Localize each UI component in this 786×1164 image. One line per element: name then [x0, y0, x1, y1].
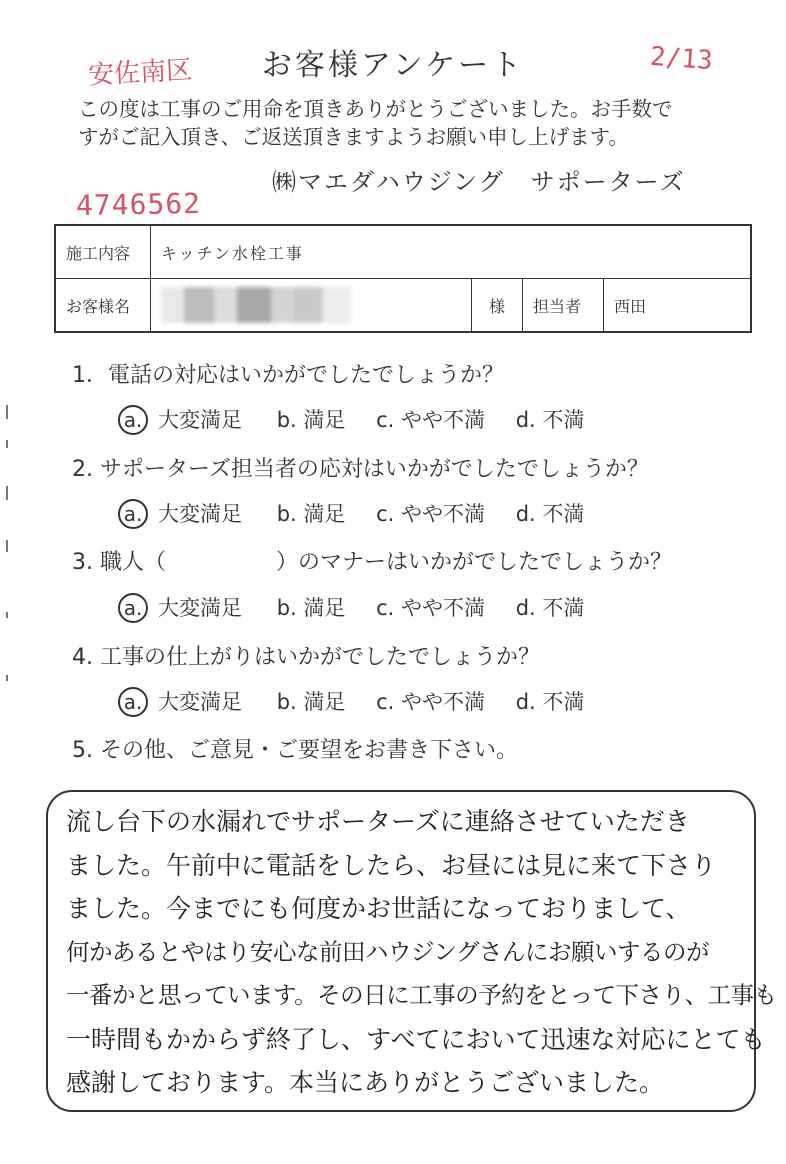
option-a-selected[interactable]: a.: [118, 499, 148, 529]
comment-line-7: 感謝しております。本当にありがとうございました。: [66, 1068, 665, 1097]
option-d[interactable]: d.: [515, 408, 536, 432]
option-b[interactable]: b.: [276, 502, 297, 526]
comment-line-3: ました。今までにも何度かお世話になっておりまして、: [66, 894, 691, 923]
comment-line-6: 一時間もかからず終了し、すべてにおいて迅速な対応にとても: [66, 1024, 766, 1054]
option-d[interactable]: d.: [515, 502, 536, 526]
customer-name-field: [151, 279, 472, 333]
customer-label: お客様名: [55, 279, 151, 333]
question-3-options: [118, 592, 584, 623]
option-b-label: 満足: [303, 408, 346, 432]
option-b[interactable]: b.: [276, 690, 297, 714]
option-c-label: やや不満: [401, 502, 485, 526]
info-table: [54, 224, 752, 333]
work-label: 施工内容: [55, 225, 151, 279]
option-c[interactable]: c.: [376, 596, 395, 620]
comment-line-4: 何かあるとやはり安心な前田ハウジングさんにお願いするのが: [66, 937, 709, 966]
comment-line-1: 流し台下の水漏れでサポーターズに連絡させていただき: [66, 807, 690, 836]
question-4-options: [118, 686, 584, 717]
question-1: 1．電話の対応はいかがでしたでしょうか？: [72, 363, 504, 388]
option-a-selected[interactable]: a.: [118, 405, 148, 435]
option-d-label: 不満: [542, 408, 585, 432]
scan-mark: [6, 405, 8, 419]
option-b-label: 満足: [303, 596, 346, 620]
option-c[interactable]: c.: [376, 502, 395, 526]
option-c-label: やや不満: [401, 596, 485, 620]
staff-value: 西田: [604, 279, 752, 333]
intro-line-1: この度は工事のご用命を頂きありがとうございました。お手数で: [78, 97, 673, 121]
handwritten-area: 安佐南区: [87, 55, 193, 91]
option-a-label: 大変満足: [158, 596, 242, 620]
scan-mark: [6, 675, 8, 681]
option-a-label: 大変満足: [158, 690, 242, 714]
question-2-options: [118, 498, 584, 529]
work-row: [55, 225, 751, 279]
option-c-label: やや不満: [401, 690, 485, 714]
option-a-selected[interactable]: a.: [118, 593, 148, 623]
handwritten-date: 2/13: [649, 41, 714, 77]
handwritten-customer-number: 4746562: [75, 186, 202, 223]
scan-mark: [6, 486, 8, 500]
redacted-name: [161, 287, 351, 323]
scan-mark: [6, 440, 8, 448]
company-name: ㈱マエダハウジング サポーターズ: [272, 168, 686, 196]
option-d[interactable]: d.: [515, 690, 536, 714]
staff-label: 担当者: [523, 279, 604, 333]
option-d-label: 不満: [542, 596, 585, 620]
option-d-label: 不満: [542, 502, 585, 526]
option-c-label: やや不満: [401, 408, 485, 432]
question-4: 4. 工事の仕上がりはいかがでしたでしょうか？: [72, 645, 540, 670]
option-b-label: 満足: [303, 502, 346, 526]
question-3: 3. 職人（ ）のマナーはいかがでしたでしょうか？: [72, 550, 672, 575]
question-5: 5. その他、ご意見・ご要望をお書き下さい。: [72, 738, 518, 763]
comment-text: [66, 800, 777, 1105]
scan-mark: [6, 612, 8, 618]
intro-line-2: すがご記入頂き、ご返送頂きますようお願い申し上げます。: [78, 125, 630, 149]
option-c[interactable]: c.: [376, 690, 395, 714]
work-value: キッチン水栓工事: [151, 225, 752, 279]
question-1-options: [118, 404, 584, 435]
comment-line-2: ました。午前中に電話をしたら、お昼には見に来て下さり: [66, 850, 717, 880]
intro-text: [78, 95, 758, 151]
option-d[interactable]: d.: [515, 596, 536, 620]
option-a-label: 大変満足: [158, 408, 242, 432]
option-b[interactable]: b.: [276, 408, 297, 432]
question-2: 2. サポーターズ担当者の応対はいかがでしたでしょうか？: [72, 457, 649, 482]
option-d-label: 不満: [542, 690, 585, 714]
comment-line-5: 一番かと思っています。その日に工事の予約をとって下さり、工事も: [66, 981, 777, 1009]
option-c[interactable]: c.: [376, 408, 395, 432]
customer-row: [55, 279, 751, 333]
option-b-label: 満足: [303, 690, 346, 714]
scan-mark: [6, 540, 8, 552]
option-b[interactable]: b.: [276, 596, 297, 620]
option-a-selected[interactable]: a.: [118, 687, 148, 717]
honorific: 様: [472, 279, 523, 333]
survey-title: お客様アンケート: [261, 48, 525, 83]
option-a-label: 大変満足: [158, 502, 242, 526]
